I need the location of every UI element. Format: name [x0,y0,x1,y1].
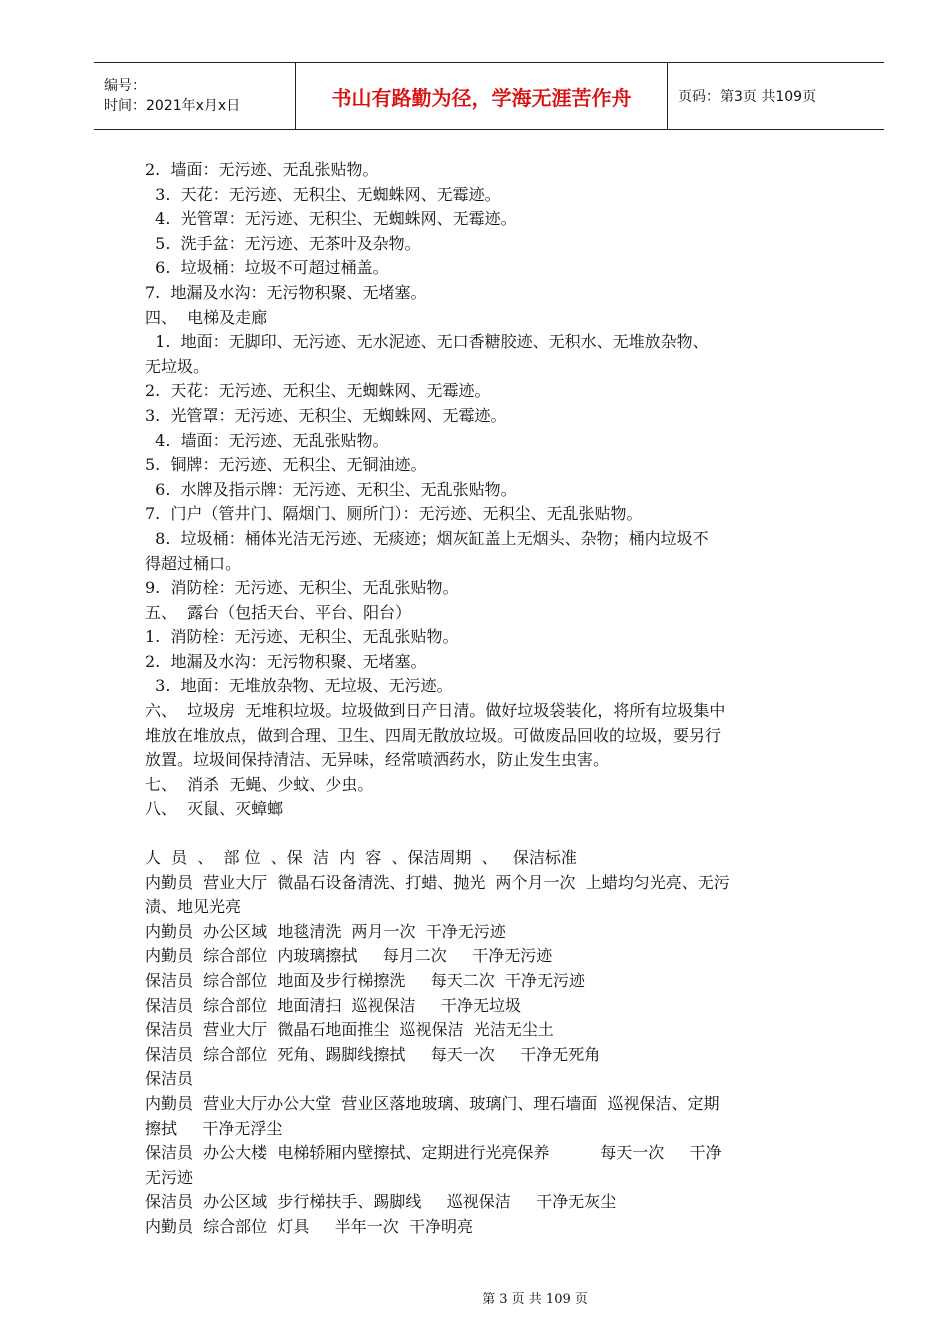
text-line: 保洁员 综合部位 死角、踢脚线擦拭 每天一次 干净无死角 [145,1044,601,1064]
text-line: 堆放在堆放点，做到合理、卫生、四周无散放垃圾。可做废品回收的垃圾，要另行 [145,725,722,745]
text-line: 保洁员 办公大楼 电梯轿厢内壁擦拭、定期进行光亮保养 每天一次 干净 [145,1143,722,1163]
page-footer: 第 3 页 共 109 页 [482,1292,588,1307]
text-line: 无垃圾。 [145,356,210,376]
text-line: 四、 电梯及走廊 [145,307,268,327]
text-line: 保洁员 综合部位 地面及步行梯擦洗 每天二次 干净无污迹 [145,971,585,990]
text-line: 得超过桶口。 [145,553,242,573]
text-line: 2. 墙面：无污迹、无乱张贴物。 [145,160,379,179]
text-line: 2. 天花：无污迹、无积尘、无蜘蛛网、无霉迹。 [145,381,491,401]
text-line: 3. 天花：无污迹、无积尘、无蜘蛛网、无霉迹。 [145,184,501,204]
header-meta [94,63,296,129]
text-line: 保洁员 办公区域 步行梯扶手、踢脚线 巡视保洁 干净无灰尘 [145,1192,617,1212]
text-line: 八、 灭鼠、灭蟑螂 [145,799,284,819]
header-motto [296,63,668,129]
page-header [94,62,884,130]
text-line: 内勤员 办公区域 地毯清洗 两月一次 干净无污迹 [145,921,506,941]
text-line: 3. 地面：无堆放杂物、无垃圾、无污迹。 [145,676,453,696]
text-line: 7. 地漏及水沟：无污物积聚、无堵塞。 [145,282,427,302]
text-line: 保洁员 综合部位 地面清扫 巡视保洁 干净无垃圾 [145,995,521,1015]
text-line: 1. 消防栓：无污迹、无积尘、无乱张贴物。 [145,627,459,647]
header-page-info [668,63,884,129]
text-line: 内勤员 综合部位 内玻璃擦拭 每月二次 干净无污迹 [145,946,553,966]
text-line: 6. 垃圾桶：垃圾不可超过桶盖。 [145,258,389,278]
text-line: 7. 门户（管井门、隔烟门、厕所门）：无污迹、无积尘、无乱张贴物。 [145,504,643,524]
text-line: 六、 垃圾房 无堆积垃圾。垃圾做到日产日清。做好垃圾袋装化，将所有垃圾集中 [145,701,726,721]
text-line: 内勤员 营业大厅办公大堂 营业区落地玻璃、玻璃门、理石墙面 巡视保洁、定期 [145,1093,720,1113]
text-line: 4. 墙面：无污迹、无乱张贴物。 [145,430,389,450]
text-line: 9. 消防栓：无污迹、无积尘、无乱张贴物。 [145,578,459,598]
text-line: 七、 消杀 无蝇、少蚊、少虫。 [145,774,374,794]
text-line: 放置。垃圾间保持清洁、无异味，经常喷洒药水，防止发生虫害。 [145,750,610,770]
document-body [145,158,845,1240]
number-label: 编号： [104,78,146,94]
text-line: 8. 垃圾桶：桶体光洁无污迹、无痰迹；烟灰缸盖上无烟头、杂物；桶内垃圾不 [145,528,709,548]
text-line: 渍、地见光亮 [145,897,242,917]
text-line: 擦拭 干净无浮尘 [145,1118,283,1138]
text-line: 无污迹 [145,1167,194,1187]
motto-text: 书山有路勤为径，学海无涯苦作舟 [331,85,632,110]
text-line: 内勤员 营业大厅 微晶石设备清洗、打蜡、抛光 两个月一次 上蜡均匀光亮、无污 [145,872,730,892]
text-line: 4. 光管罩：无污迹、无积尘、无蜘蛛网、无霉迹。 [145,209,517,229]
text-line: 6. 水牌及指示牌：无污迹、无积尘、无乱张贴物。 [145,479,517,499]
text-line: 五、 露台（包括天台、平台、阳台） [145,602,412,622]
text-line: 人 员 、 部 位 、保 洁 内 容 、保洁周期 、 保洁标准 [145,848,577,868]
text-line: 保洁员 营业大厅 微晶石地面推尘 巡视保洁 光洁无尘土 [145,1020,554,1040]
text-line: 1. 地面：无脚印、无污迹、无水泥迹、无口香糖胶迹、无积水、无堆放杂物、 [145,332,709,352]
text-line: 内勤员 综合部位 灯具 半年一次 干净明亮 [145,1216,473,1236]
text-line: 3. 光管罩：无污迹、无积尘、无蜘蛛网、无霉迹。 [145,405,507,425]
text-line: 2. 地漏及水沟：无污物积聚、无堵塞。 [145,651,427,671]
text-line: 5. 洗手盆：无污迹、无茶叶及杂物。 [145,233,421,253]
time-label: 时间：2021年x月x日 [104,98,241,114]
page-info-text: 页码：第3页 共109页 [678,89,817,105]
text-line: 保洁员 [145,1069,194,1089]
text-line: 5. 铜牌：无污迹、无积尘、无铜油迹。 [145,455,427,475]
blank-line [145,822,845,846]
